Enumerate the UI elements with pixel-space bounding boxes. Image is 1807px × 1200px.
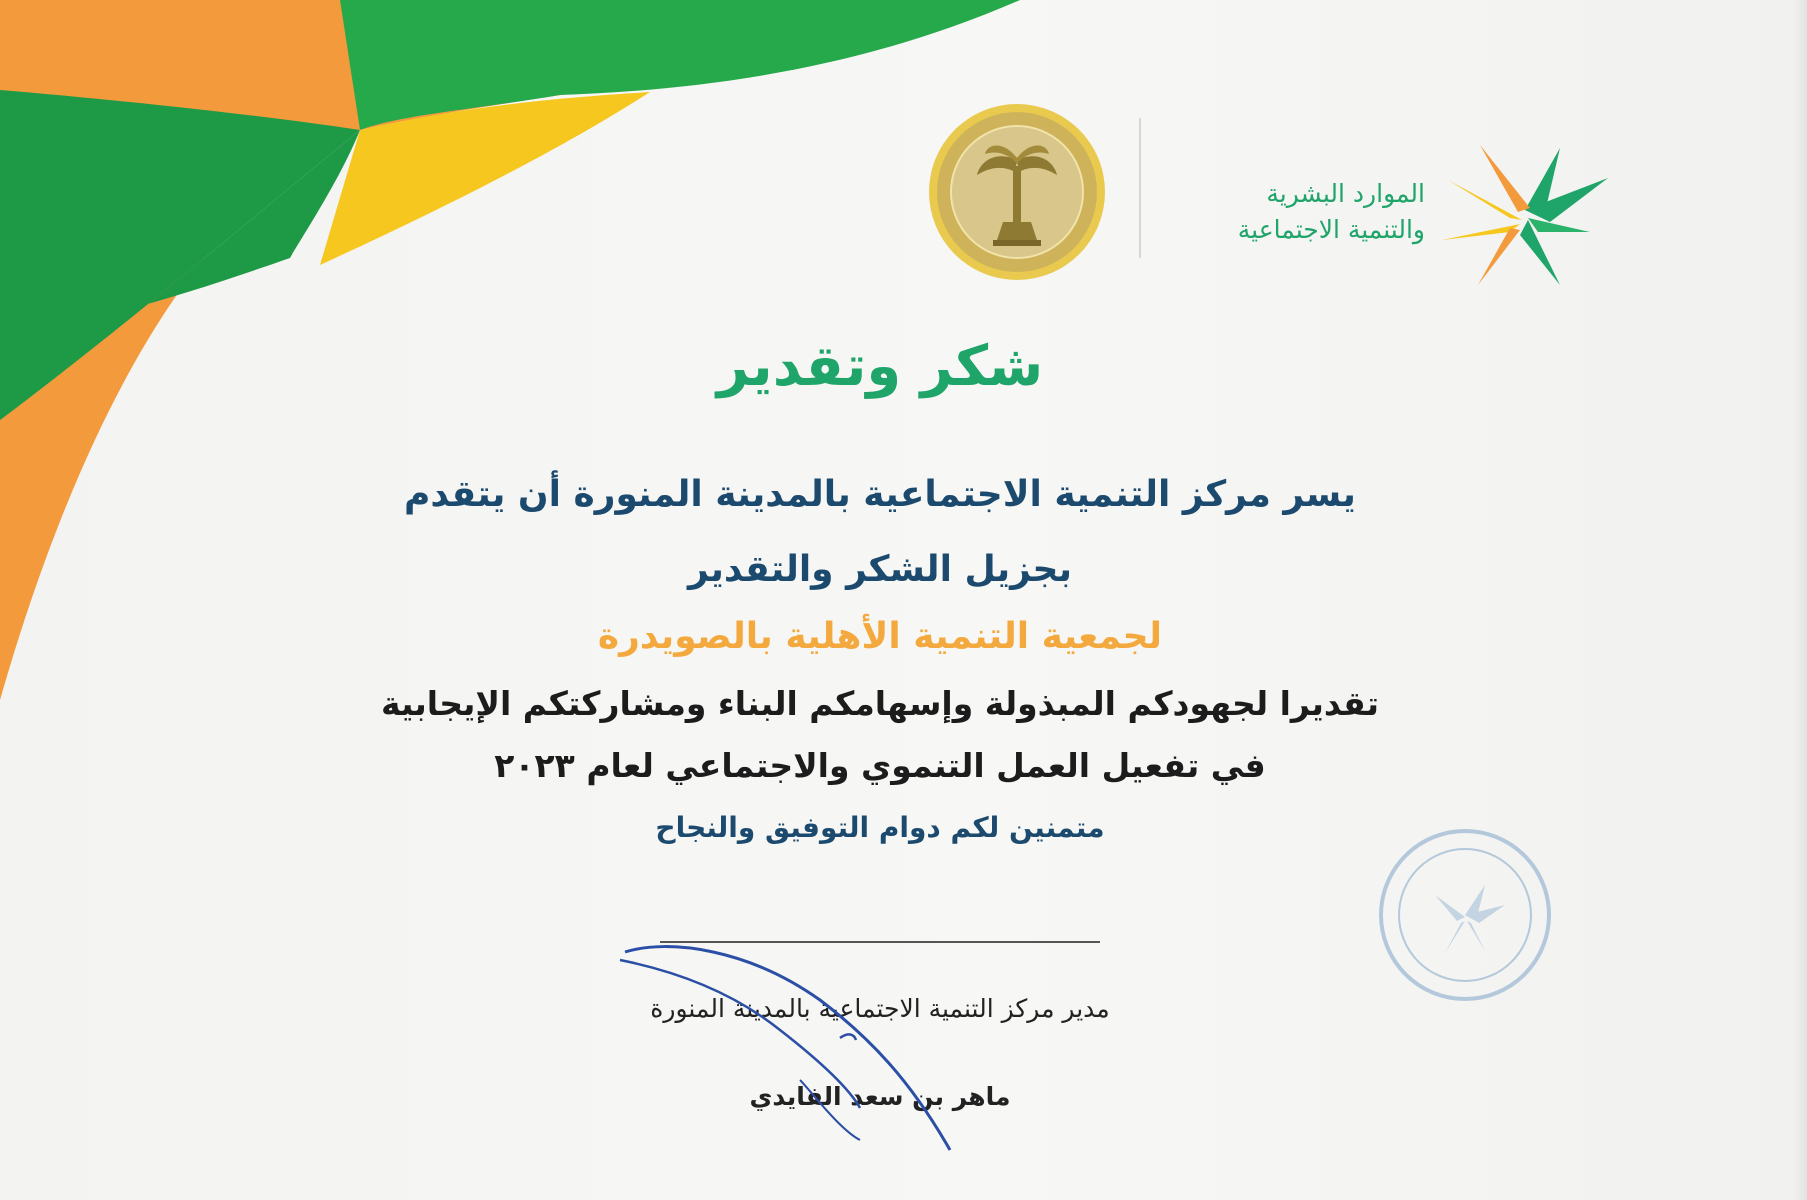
official-stamp [1375,825,1555,1005]
wishes-line: متمنين لكم دوام التوفيق والنجاح [655,811,1105,844]
thanks-line: بجزيل الشكر والتقدير [688,549,1072,590]
ministry-name-line2: والتنمية الاجتماعية [1237,215,1425,244]
signature [610,930,980,1165]
award-badge-emblem [925,100,1110,285]
signatory-name: ماهر بن سعد الفايدي [749,1082,1011,1111]
signatory-title: مدير مركز التنمية الاجتماعية بالمدينة المنورة [650,994,1110,1023]
ministry-name [1150,176,1425,248]
appreciation-line: تقديرا لجهودكم المبذولة وإسهامكم البناء ومشاركتكم الإيجابية [380,684,1380,723]
intro-line: يسر مركز التنمية الاجتماعية بالمدينة المنورة أن يتقدم [404,474,1356,515]
ministry-star-logo [1440,140,1610,290]
header-divider [1139,118,1141,258]
ministry-name-line1: الموارد البشرية [1266,179,1425,208]
paper-edge-shadow [1793,0,1807,1200]
recipient-name: لجمعية التنمية الأهلية بالصويدرة [597,616,1163,657]
year-line: في تفعيل العمل التنموي والاجتماعي لعام ٢٠٢٣ [494,746,1266,785]
certificate-title: شكر وتقدير [716,334,1044,399]
